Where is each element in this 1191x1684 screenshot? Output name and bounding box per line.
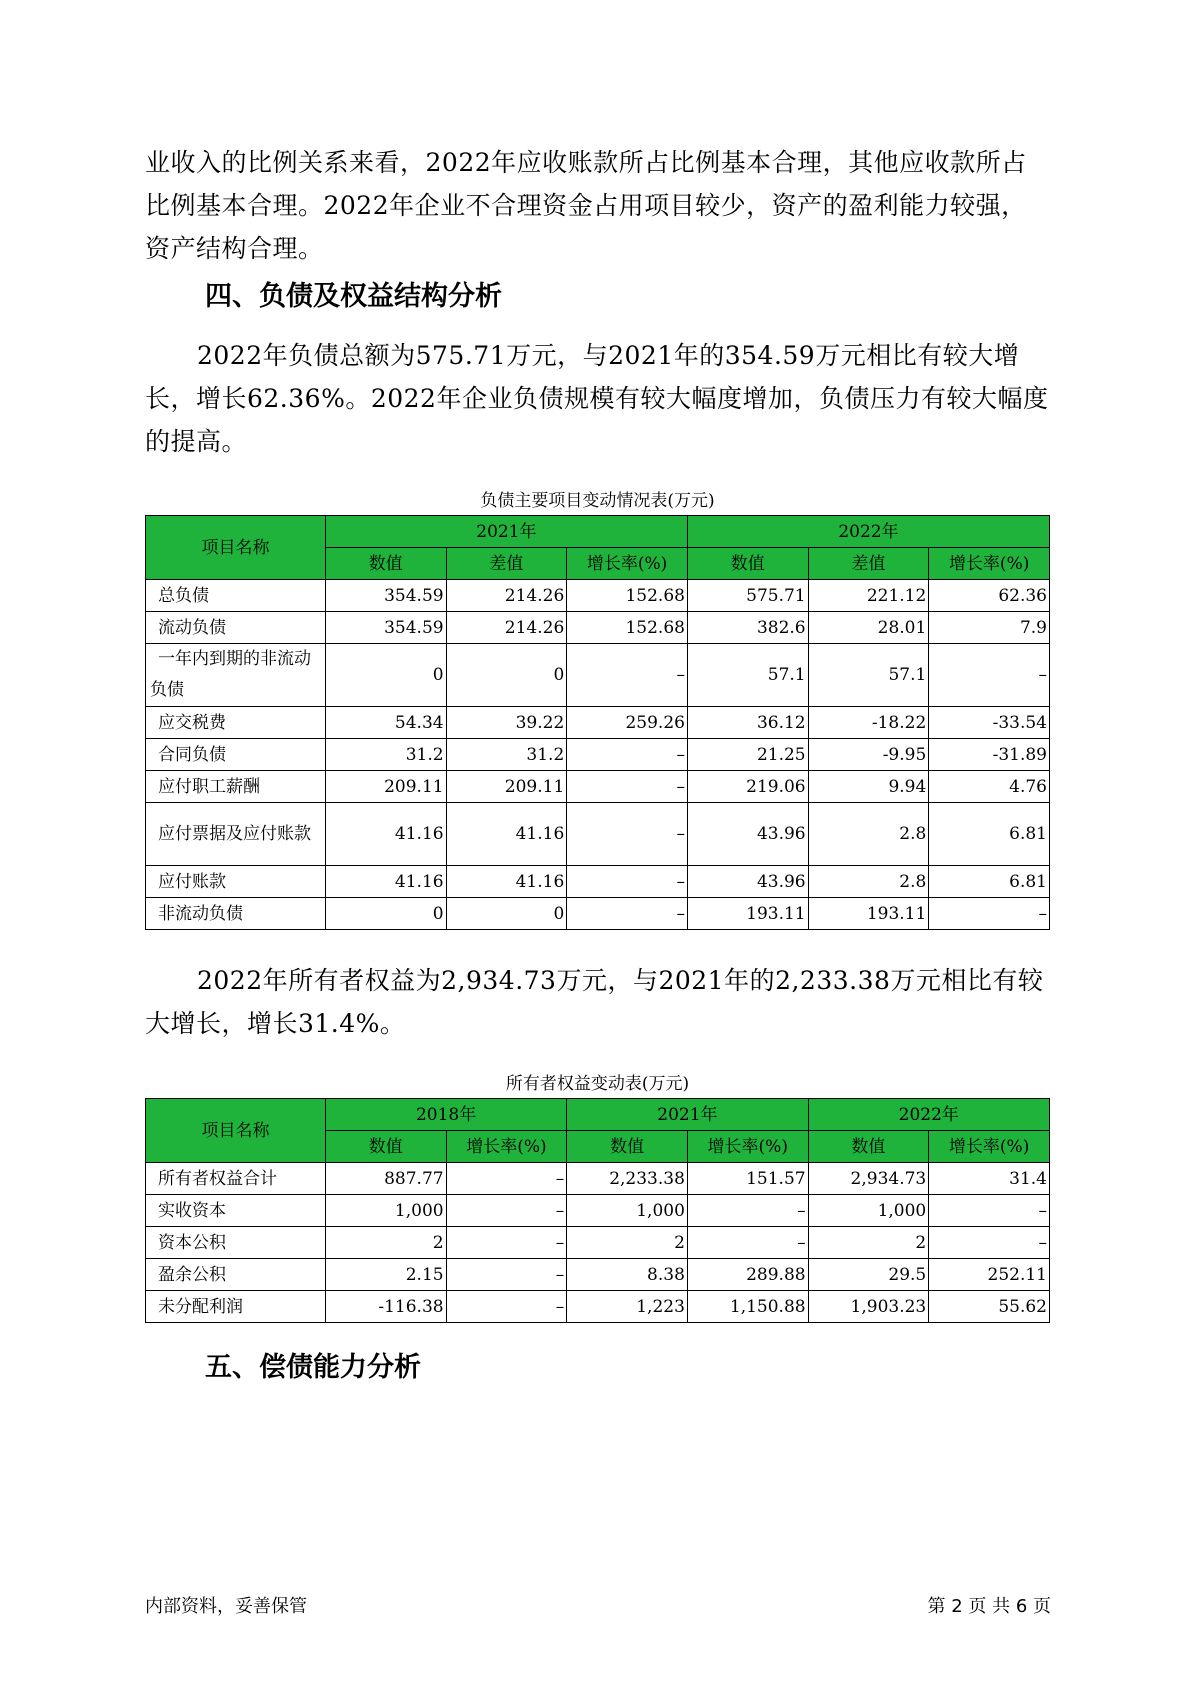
- table-cell: 2.8: [808, 803, 929, 866]
- table-cell: –: [567, 803, 688, 866]
- table-row: [146, 1227, 1050, 1259]
- table-cell: –: [446, 1259, 567, 1291]
- row-label: 资本公积: [146, 1227, 326, 1259]
- table-cell: –: [567, 644, 688, 707]
- equity-table: [145, 1098, 1050, 1323]
- table-cell: 2: [325, 1227, 446, 1259]
- table-cell: –: [929, 1227, 1050, 1259]
- table-cell: -31.89: [929, 739, 1050, 771]
- table-cell: –: [687, 1195, 808, 1227]
- row-label: 未分配利润: [146, 1291, 326, 1323]
- table-cell: -33.54: [929, 707, 1050, 739]
- table-cell: 31.2: [325, 739, 446, 771]
- table-cell: 8.38: [567, 1259, 688, 1291]
- table-cell: 29.5: [808, 1259, 929, 1291]
- table-cell: 54.34: [325, 707, 446, 739]
- table-cell: -9.95: [808, 739, 929, 771]
- table-cell: 2.8: [808, 866, 929, 898]
- section4-paragraph-equity: 2022年所有者权益为2,934.73万元，与2021年的2,233.38万元相比有较大增长，增长31.4%。: [145, 966, 1044, 1038]
- row-label: 合同负债: [146, 739, 326, 771]
- liabilities-table-year-header: 2022年: [687, 516, 1049, 548]
- row-label: 应付票据及应付账款: [146, 803, 326, 866]
- row-label: 实收资本: [146, 1195, 326, 1227]
- liabilities-table-subheader: 增长率(%): [929, 548, 1050, 580]
- table-row: [146, 866, 1050, 898]
- table-cell: 36.12: [687, 707, 808, 739]
- table-cell: 1,150.88: [687, 1291, 808, 1323]
- table-cell: 354.59: [325, 612, 446, 644]
- table-cell: 252.11: [929, 1259, 1050, 1291]
- row-label: 所有者权益合计: [146, 1163, 326, 1195]
- row-label: 总负债: [146, 580, 326, 612]
- table-cell: 193.11: [687, 898, 808, 930]
- table-cell: 1,000: [567, 1195, 688, 1227]
- table-cell: 2,934.73: [808, 1163, 929, 1195]
- table-cell: 6.81: [929, 866, 1050, 898]
- row-label: 非流动负债: [146, 898, 326, 930]
- table-cell: –: [567, 771, 688, 803]
- liabilities-table-subheader: 差值: [808, 548, 929, 580]
- table-cell: 41.16: [325, 866, 446, 898]
- table-cell: 354.59: [325, 580, 446, 612]
- table-row: [146, 898, 1050, 930]
- table-cell: –: [929, 1195, 1050, 1227]
- equity-table-subheader: 数值: [567, 1131, 688, 1163]
- table-cell: –: [446, 1195, 567, 1227]
- table-cell: 41.16: [446, 803, 567, 866]
- footer-confidential-note: 内部资料，妥善保管: [145, 1596, 307, 1617]
- table-cell: 152.68: [567, 580, 688, 612]
- table-cell: 4.76: [929, 771, 1050, 803]
- liabilities-table-caption: 负债主要项目变动情况表(万元): [480, 491, 715, 511]
- equity-table-name-header: 项目名称: [146, 1099, 326, 1163]
- table-cell: 193.11: [808, 898, 929, 930]
- table-row: [146, 771, 1050, 803]
- table-cell: 31.2: [446, 739, 567, 771]
- liabilities-table-subheader: 数值: [325, 548, 446, 580]
- row-label: 盈余公积: [146, 1259, 326, 1291]
- table-cell: 0: [325, 898, 446, 930]
- table-cell: –: [567, 739, 688, 771]
- table-cell: 152.68: [567, 612, 688, 644]
- liabilities-table-name-header: 项目名称: [146, 516, 326, 580]
- liabilities-table-subheader: 数值: [687, 548, 808, 580]
- table-cell: –: [446, 1291, 567, 1323]
- row-label: 应付账款: [146, 866, 326, 898]
- table-cell: -18.22: [808, 707, 929, 739]
- intro-paragraph: 业收入的比例关系来看，2022年应收账款所占比例基本合理，其他应收款所占比例基本合理。2022年企业不合理资金占用项目较少，资产的盈利能力较强，资产结构合理。: [145, 148, 1027, 263]
- section4-heading: 四、负债及权益结构分析: [205, 281, 502, 312]
- equity-table-caption: 所有者权益变动表(万元): [505, 1074, 690, 1094]
- table-row: [146, 1163, 1050, 1195]
- equity-table-subheader: 增长率(%): [446, 1131, 567, 1163]
- equity-table-year-header: 2018年: [325, 1099, 566, 1131]
- table-row: [146, 803, 1050, 866]
- table-row: [146, 644, 1050, 707]
- table-cell: –: [567, 898, 688, 930]
- equity-table-year-header: 2021年: [567, 1099, 808, 1131]
- table-cell: 214.26: [446, 580, 567, 612]
- section4-paragraph-liabilities: 2022年负债总额为575.71万元，与2021年的354.59万元相比有较大增长，增长62.36%。2022年企业负债规模有较大幅度增加，负债压力有较大幅度的提高。: [145, 341, 1049, 456]
- liabilities-table-year-header: 2021年: [325, 516, 687, 548]
- table-cell: 55.62: [929, 1291, 1050, 1323]
- table-cell: 887.77: [325, 1163, 446, 1195]
- table-row: [146, 580, 1050, 612]
- table-cell: 21.25: [687, 739, 808, 771]
- table-cell: 209.11: [446, 771, 567, 803]
- table-cell: 2: [808, 1227, 929, 1259]
- table-cell: 7.9: [929, 612, 1050, 644]
- table-cell: 28.01: [808, 612, 929, 644]
- table-row: [146, 612, 1050, 644]
- table-cell: 0: [446, 898, 567, 930]
- row-label: 应交税费: [146, 707, 326, 739]
- row-label: 应付职工薪酬: [146, 771, 326, 803]
- table-cell: 2: [567, 1227, 688, 1259]
- table-cell: –: [929, 898, 1050, 930]
- table-cell: -116.38: [325, 1291, 446, 1323]
- table-cell: 41.16: [325, 803, 446, 866]
- table-cell: –: [446, 1227, 567, 1259]
- table-cell: 1,000: [325, 1195, 446, 1227]
- row-label: 流动负债: [146, 612, 326, 644]
- equity-table-subheader: 数值: [325, 1131, 446, 1163]
- liabilities-table-subheader: 增长率(%): [567, 548, 688, 580]
- table-row: [146, 1259, 1050, 1291]
- liabilities-table-subheader: 差值: [446, 548, 567, 580]
- table-cell: 259.26: [567, 707, 688, 739]
- table-cell: 39.22: [446, 707, 567, 739]
- table-cell: 62.36: [929, 580, 1050, 612]
- table-cell: 2,233.38: [567, 1163, 688, 1195]
- row-label: 一年内到期的非流动负债: [146, 644, 326, 707]
- table-cell: 43.96: [687, 866, 808, 898]
- table-cell: 43.96: [687, 803, 808, 866]
- table-cell: 0: [446, 644, 567, 707]
- table-cell: –: [687, 1227, 808, 1259]
- equity-table-subheader: 增长率(%): [929, 1131, 1050, 1163]
- equity-table-year-header: 2022年: [808, 1099, 1049, 1131]
- table-cell: 221.12: [808, 580, 929, 612]
- table-cell: 214.26: [446, 612, 567, 644]
- liabilities-table: [145, 515, 1050, 930]
- table-cell: 1,903.23: [808, 1291, 929, 1323]
- table-cell: 9.94: [808, 771, 929, 803]
- table-cell: 2.15: [325, 1259, 446, 1291]
- table-cell: 219.06: [687, 771, 808, 803]
- table-row: [146, 1291, 1050, 1323]
- footer-page-number: 第 2 页 共 6 页: [927, 1596, 1051, 1617]
- table-cell: 31.4: [929, 1163, 1050, 1195]
- table-cell: –: [446, 1163, 567, 1195]
- table-cell: 151.57: [687, 1163, 808, 1195]
- table-cell: 0: [325, 644, 446, 707]
- table-cell: –: [567, 866, 688, 898]
- equity-table-subheader: 数值: [808, 1131, 929, 1163]
- table-cell: 382.6: [687, 612, 808, 644]
- table-row: [146, 739, 1050, 771]
- table-cell: 289.88: [687, 1259, 808, 1291]
- table-cell: 57.1: [687, 644, 808, 707]
- table-cell: 1,000: [808, 1195, 929, 1227]
- table-cell: 57.1: [808, 644, 929, 707]
- table-cell: 209.11: [325, 771, 446, 803]
- table-cell: 575.71: [687, 580, 808, 612]
- table-cell: 41.16: [446, 866, 567, 898]
- table-row: [146, 1195, 1050, 1227]
- table-row: [146, 707, 1050, 739]
- table-cell: –: [929, 644, 1050, 707]
- section5-heading: 五、偿债能力分析: [205, 1352, 421, 1383]
- table-cell: 6.81: [929, 803, 1050, 866]
- table-cell: 1,223: [567, 1291, 688, 1323]
- equity-table-subheader: 增长率(%): [687, 1131, 808, 1163]
